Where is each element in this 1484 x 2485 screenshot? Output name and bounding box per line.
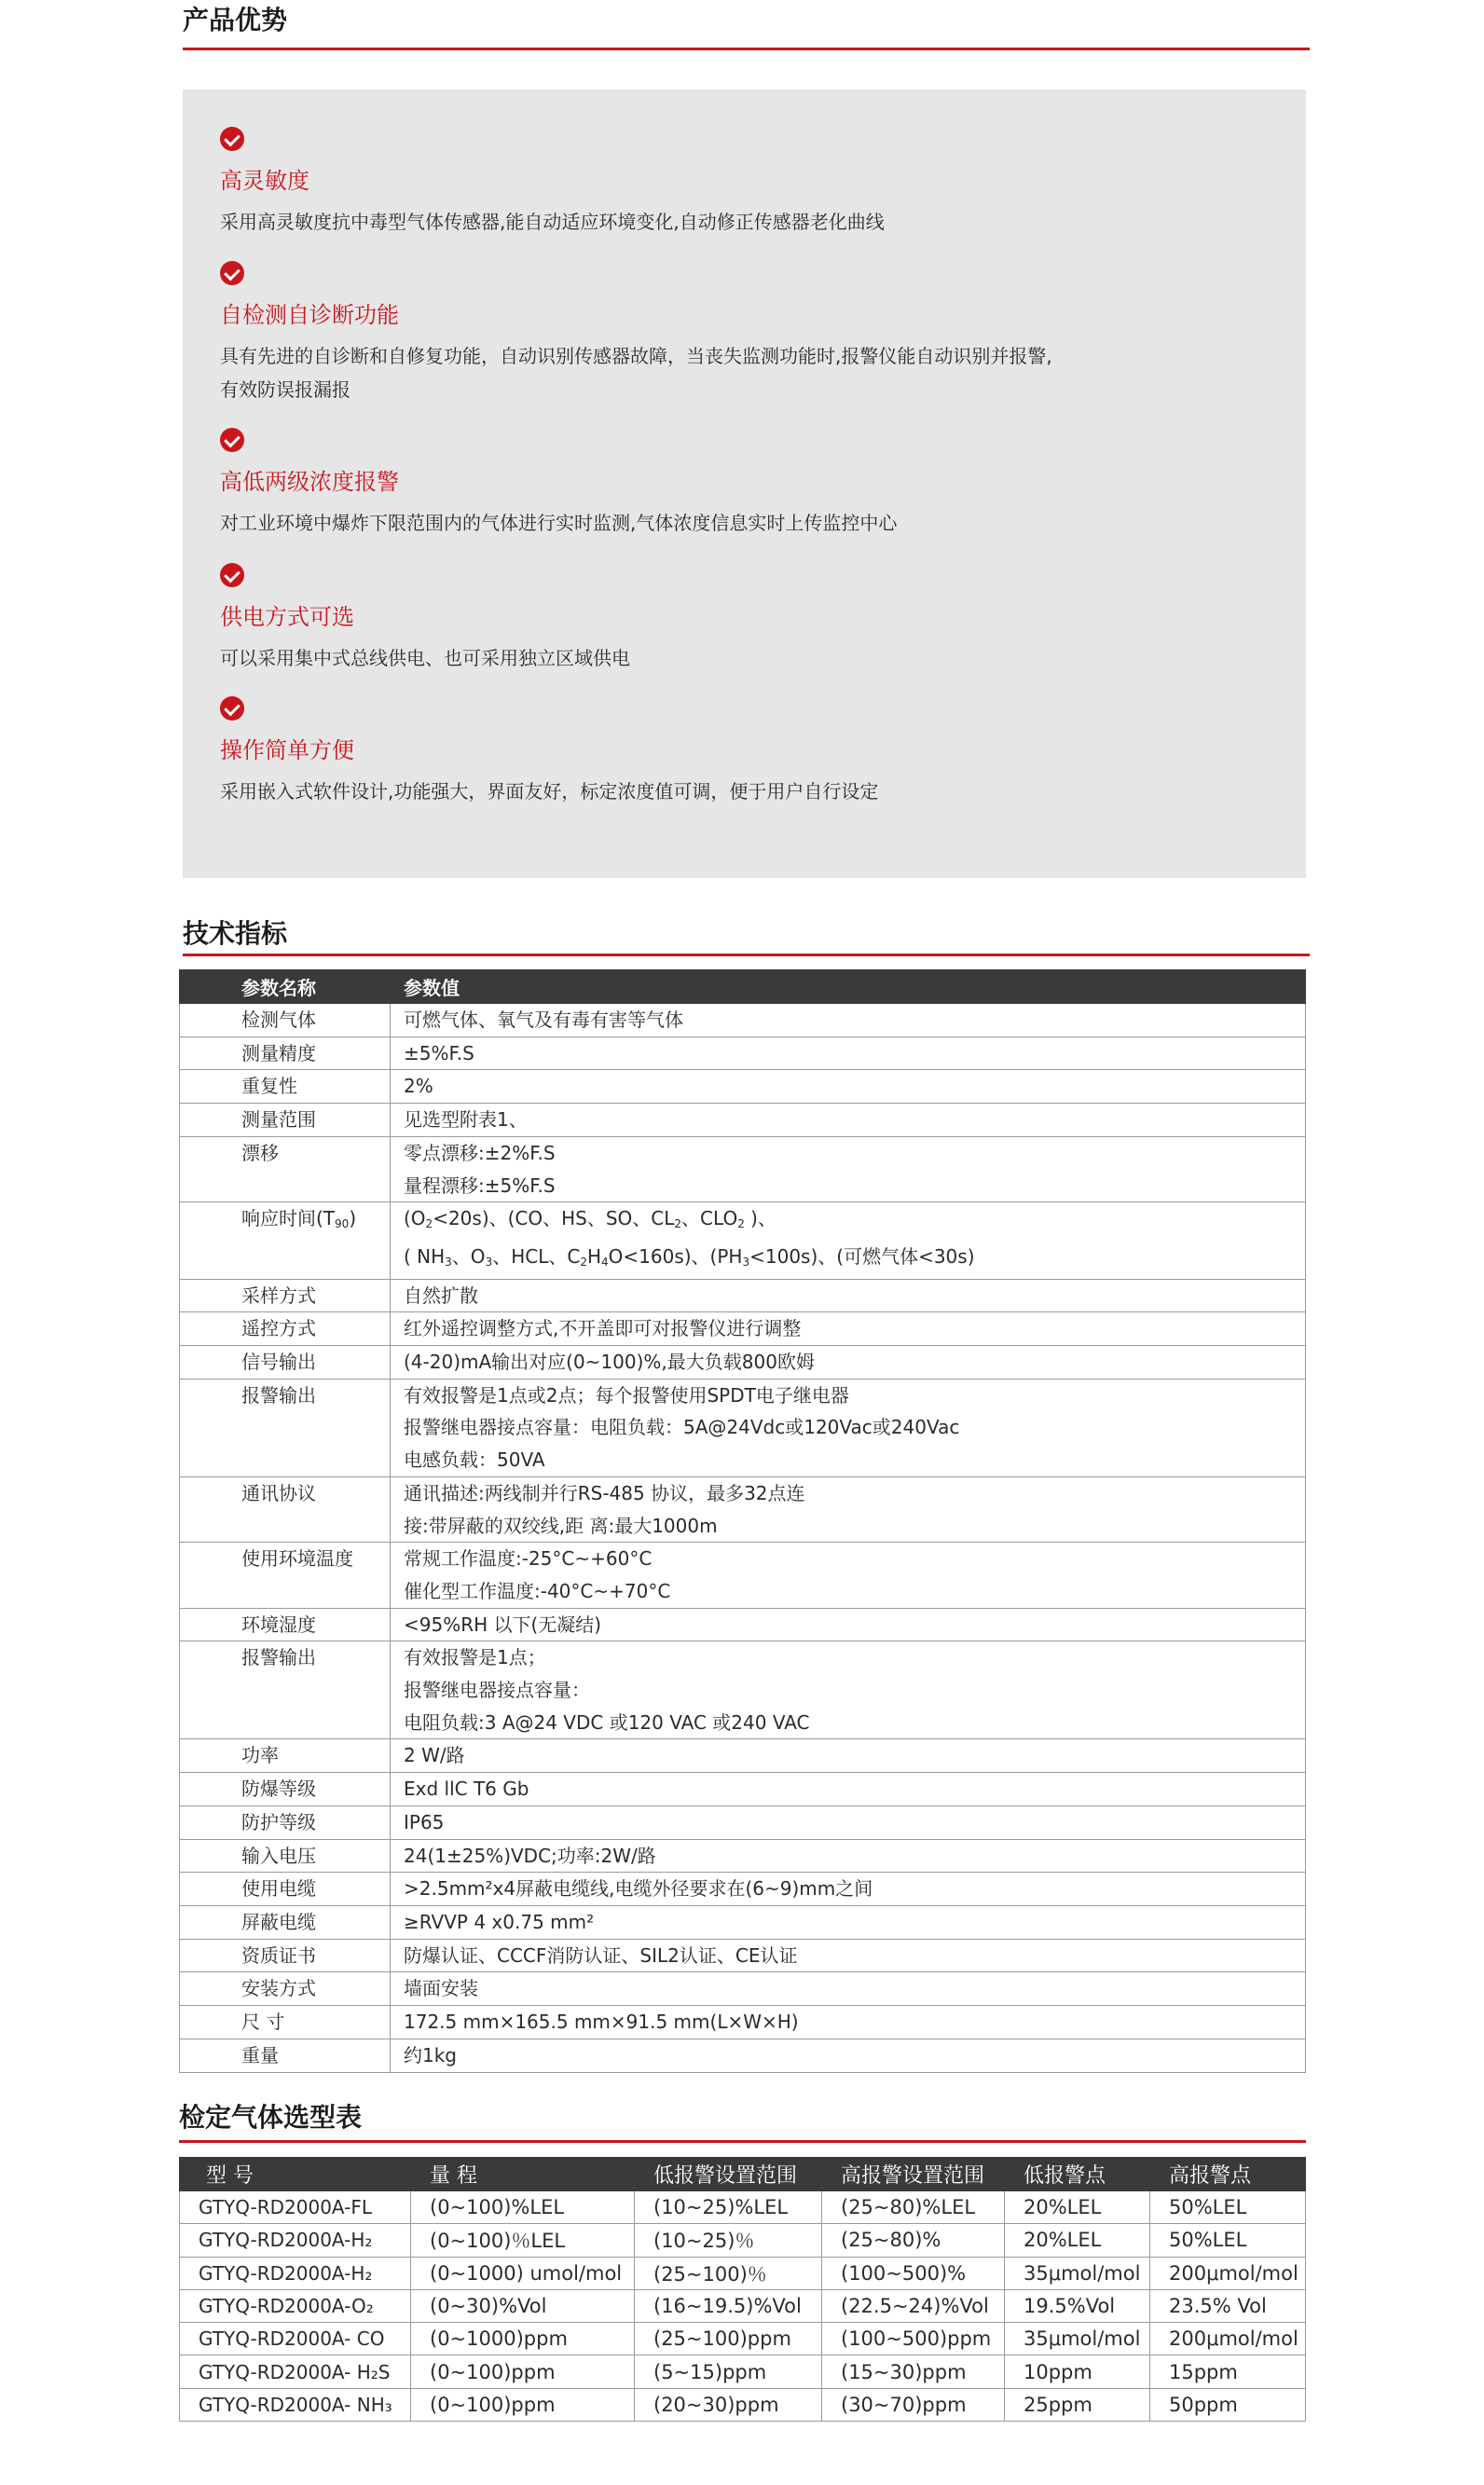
spec-row (180, 1312, 1306, 1346)
spec-row (180, 1739, 1306, 1773)
spec-name: 使用环境温度 (180, 1543, 391, 1608)
check-circle-icon (220, 428, 244, 452)
spec-row (180, 1070, 1306, 1104)
gas-cell: 10ppm (1005, 2355, 1150, 2388)
spec-value-line: ( $NH_3$、$O_3$、HCL、$C_2H_4O<160s$)、$(PH_3<100s)$、(可燃气体<30s) (404, 1244, 975, 1269)
spec-value (391, 1136, 1306, 1201)
specs-table (179, 969, 1306, 2073)
gas-header-row (180, 2158, 1306, 2191)
spec-value-line: ±5%F.S (404, 1041, 474, 1064)
spec-value (391, 1805, 1306, 1839)
spec-value (391, 1972, 1306, 2006)
spec-row (180, 1004, 1306, 1037)
gas-row (180, 2191, 1306, 2224)
spec-value-line: 催化型工作温度:-40°C~+70°C (404, 1579, 671, 1602)
advantage-title: 操作简单方便 (220, 737, 354, 763)
spec-row (180, 1037, 1306, 1070)
gas-cell: (0~100)％LEL (411, 2224, 635, 2257)
spec-value (391, 1279, 1306, 1312)
gas-cell: GTYQ-RD2000A- H₂S (180, 2355, 411, 2388)
spec-value-line: 常规工作温度:-25°C~+60°C (404, 1547, 653, 1571)
gas-row (180, 2388, 1306, 2421)
spec-row (180, 1972, 1306, 2006)
gas-cell: (25~100)％ (635, 2257, 822, 2289)
gas-cell: (20~30)ppm (635, 2388, 822, 2421)
check-circle-icon (220, 261, 244, 285)
specs-divider (183, 954, 1310, 956)
spec-value-line: 有效报警是1点； (404, 1646, 546, 1669)
spec-row (180, 1805, 1306, 1839)
spec-value (391, 1739, 1306, 1773)
spec-value-line: (4-20)mA输出对应(0~100)%,最大负载800欧姆 (404, 1351, 815, 1374)
spec-name: 尺 寸 (180, 2006, 391, 2039)
spec-name: 信号输出 (180, 1346, 391, 1380)
gas-cell: (5~15)ppm (635, 2355, 822, 2388)
spec-value-line: 电阻负载:3 A@24 VDC 或120 VAC 或240 VAC (404, 1710, 810, 1734)
spec-value (391, 1839, 1306, 1873)
gas-header-cell: 低报警设置范围 (635, 2158, 822, 2191)
spec-value (391, 1608, 1306, 1641)
gas-cell: 23.5% Vol (1150, 2289, 1306, 2322)
spec-value-line: ≥RVVP 4 x0.75 mm² (404, 1910, 595, 1933)
advantage-title: 高低两级浓度报警 (220, 469, 399, 495)
spec-value-line: Exd llC T6 Gb (404, 1778, 529, 1801)
spec-row (180, 1279, 1306, 1312)
spec-value-line: 报警继电器接点容量： (404, 1679, 590, 1702)
gas-header-cell: 量 程 (411, 2158, 635, 2191)
spec-name: 功率 (180, 1739, 391, 1773)
spec-name: 环境湿度 (180, 1608, 391, 1641)
advantage-item (220, 261, 1052, 401)
gas-cell: GTYQ-RD2000A- CO (180, 2323, 411, 2355)
spec-value (391, 1873, 1306, 1906)
advantages-divider (183, 48, 1310, 50)
spec-value-line: 电感负载：50VA (404, 1448, 545, 1472)
spec-name: 安装方式 (180, 1972, 391, 2006)
gas-cell: GTYQ-RD2000A- NH₃ (180, 2388, 411, 2421)
spec-value (391, 1379, 1306, 1476)
gas-cell: (25~80)%LEL (822, 2191, 1005, 2224)
spec-row (180, 1839, 1306, 1873)
advantage-item (220, 428, 898, 534)
gas-cell: GTYQ-RD2000A-H₂ (180, 2257, 411, 2289)
spec-row (180, 1641, 1306, 1739)
spec-value (391, 1939, 1306, 1972)
specs-title: 技术指标 (183, 918, 288, 949)
advantage-item (220, 696, 879, 803)
spec-row (180, 1104, 1306, 1137)
gas-cell: (25~80)% (822, 2224, 1005, 2257)
spec-value-line: 量程漂移:±5%F.S (404, 1174, 556, 1197)
gas-cell: (25~100)ppm (635, 2323, 822, 2355)
spec-name: 漂移 (180, 1136, 391, 1201)
advantage-description-line: 对工业环境中爆炸下限范围内的气体进行实时监测,气体浓度信息实时上传监控中心 (220, 512, 898, 534)
specs-header-value: 参数值 (391, 970, 1306, 1004)
gas-cell: 50%LEL (1150, 2191, 1306, 2224)
spec-name: 通讯协议 (180, 1476, 391, 1542)
advantage-description-line: 可以采用集中式总线供电、也可采用独立区域供电 (220, 647, 630, 669)
spec-value-line: 172.5 mm×165.5 mm×91.5 mm(L×W×H) (404, 2011, 799, 2034)
spec-name: 屏蔽电缆 (180, 1905, 391, 1939)
gas-cell: (0~100)ppm (411, 2355, 635, 2388)
gas-cell: (0~1000) umol/mol (411, 2257, 635, 2289)
advantages-panel (183, 89, 1306, 878)
spec-value (391, 2006, 1306, 2039)
gas-cell: 35μmol/mol (1005, 2257, 1150, 2289)
spec-row (180, 1476, 1306, 1542)
spec-name: 资质证书 (180, 1939, 391, 1972)
gas-row (180, 2289, 1306, 2322)
gas-row (180, 2323, 1306, 2355)
gas-cell: 50ppm (1150, 2388, 1306, 2421)
gas-table-title: 检定气体选型表 (179, 2102, 363, 2133)
spec-row (180, 1202, 1306, 1279)
spec-value-line: 见选型附表1、 (404, 1108, 528, 1132)
advantage-description (220, 641, 630, 675)
spec-name: 防爆等级 (180, 1773, 391, 1806)
spec-value (391, 1037, 1306, 1070)
spec-name: 测量精度 (180, 1037, 391, 1070)
spec-value-line: 2% (404, 1075, 433, 1098)
gas-cell: (10~25)％ (635, 2224, 822, 2257)
spec-name: 报警输出 (180, 1641, 391, 1739)
spec-row (180, 1608, 1306, 1641)
spec-value-line: 接:带屏蔽的双绞线,距 离:最大1000m (404, 1514, 718, 1537)
spec-row (180, 1905, 1306, 1939)
spec-value-line: $(O_2<20s)$、(CO、HS、SO、$CL_2$、$CLO_2$ )、 (404, 1207, 776, 1231)
spec-name: 输入电压 (180, 1839, 391, 1873)
spec-value-line: 通讯描述:两线制并行RS-485 协议，最多32点连 (404, 1481, 805, 1504)
spec-value-line: 2 W/路 (404, 1744, 465, 1767)
gas-cell: (0~100)%LEL (411, 2191, 635, 2224)
spec-value (391, 1312, 1306, 1346)
spec-name: 报警输出 (180, 1379, 391, 1476)
advantage-description (220, 205, 885, 239)
spec-row (180, 1379, 1306, 1476)
spec-row (180, 1773, 1306, 1806)
spec-value-line: <95%RH 以下(无凝结) (404, 1613, 602, 1636)
gas-cell: (22.5~24)%Vol (822, 2289, 1005, 2322)
spec-value-line: 可燃气体、氧气及有毒有害等气体 (404, 1009, 683, 1031)
spec-value (391, 1905, 1306, 1939)
gas-cell: (0~30)%Vol (411, 2289, 635, 2322)
gas-selection-table (179, 2157, 1306, 2422)
advantage-description-line: 采用高灵敏度抗中毒型气体传感器,能自动适应环境变化,自动修正传感器老化曲线 (220, 211, 885, 233)
spec-value-line: IP65 (404, 1810, 445, 1833)
spec-row (180, 1543, 1306, 1608)
advantage-title: 供电方式可选 (220, 604, 354, 630)
gas-cell: (15~30)ppm (822, 2355, 1005, 2388)
spec-value-line: 自然扩散 (404, 1284, 478, 1307)
advantage-description (220, 775, 878, 808)
specs-header-name: 参数名称 (180, 970, 391, 1004)
gas-header-cell: 低报警点 (1005, 2158, 1150, 2191)
spec-name: 测量范围 (180, 1104, 391, 1137)
spec-row (180, 1136, 1306, 1201)
check-circle-icon (220, 563, 244, 587)
spec-value-line: 有效报警是1点或2点；每个报警使用SPDT电子继电器 (404, 1383, 849, 1407)
spec-value (391, 1773, 1306, 1806)
advantage-description (220, 339, 1052, 406)
spec-name: 检测气体 (180, 1004, 391, 1037)
gas-header-cell: 高报警点 (1150, 2158, 1306, 2191)
spec-name: 重复性 (180, 1070, 391, 1104)
advantage-description-line: 采用嵌入式软件设计,功能强大，界面友好，标定浓度值可调，便于用户自行设定 (220, 780, 879, 803)
spec-row (180, 2006, 1306, 2039)
check-circle-icon (220, 127, 244, 151)
gas-cell: 20%LEL (1005, 2224, 1150, 2257)
gas-cell: (0~100)ppm (411, 2388, 635, 2421)
gas-header-cell: 高报警设置范围 (822, 2158, 1005, 2191)
advantage-item (220, 563, 630, 669)
gas-cell: GTYQ-RD2000A-FL (180, 2191, 411, 2224)
advantage-description-line: 具有先进的自诊断和自修复功能，自动识别传感器故障，当丧失监测功能时,报警仪能自动识别并报警, (220, 345, 1052, 367)
spec-row (180, 1939, 1306, 1972)
gas-cell: 20%LEL (1005, 2191, 1150, 2224)
spec-name: 使用电缆 (180, 1873, 391, 1906)
spec-name: 防护等级 (180, 1805, 391, 1839)
gas-cell: 35μmol/mol (1005, 2323, 1150, 2355)
spec-value-line: 红外遥控调整方式,不开盖即可对报警仪进行调整 (404, 1317, 802, 1340)
check-circle-icon (220, 696, 244, 721)
gas-row (180, 2355, 1306, 2388)
spec-value-line: 24(1±25%)VDC;功率:2W/路 (404, 1844, 656, 1867)
spec-value-line: >2.5mm²x4屏蔽电缆线,电缆外径要求在(6~9)mm之间 (404, 1877, 873, 1901)
gas-cell: GTYQ-RD2000A-O₂ (180, 2289, 411, 2322)
advantage-description-line: 有效防误报漏报 (220, 378, 350, 401)
gas-cell: (100~500)ppm (822, 2323, 1005, 2355)
gas-cell: (16~19.5)%Vol (635, 2289, 822, 2322)
gas-cell: (100~500)% (822, 2257, 1005, 2289)
gas-cell: 200μmol/mol (1150, 2323, 1306, 2355)
advantage-item (220, 127, 885, 233)
spec-value (391, 1202, 1306, 1279)
gas-cell: 50%LEL (1150, 2224, 1306, 2257)
spec-value-line: 防爆认证、CCCF消防认证、SIL2认证、CE认证 (404, 1943, 798, 1967)
spec-value-line: 墙面安装 (404, 1977, 478, 2000)
spec-value (391, 1004, 1306, 1037)
gas-cell: GTYQ-RD2000A-H₂ (180, 2224, 411, 2257)
advantage-title: 自检测自诊断功能 (220, 302, 399, 328)
spec-value-line: 约1kg (404, 2043, 458, 2066)
spec-value (391, 1543, 1306, 1608)
spec-value (391, 1476, 1306, 1542)
spec-name: 遥控方式 (180, 1312, 391, 1346)
spec-value (391, 1104, 1306, 1137)
spec-row (180, 2039, 1306, 2072)
gas-cell: 200μmol/mol (1150, 2257, 1306, 2289)
spec-name: 采样方式 (180, 1279, 391, 1312)
spec-value-line: 零点漂移:±2%F.S (404, 1141, 556, 1164)
spec-row (180, 1346, 1306, 1380)
gas-row (180, 2257, 1306, 2289)
gas-cell: (10~25)%LEL (635, 2191, 822, 2224)
spec-value (391, 1070, 1306, 1104)
spec-name: 响应时间$(T_{90})$ (180, 1202, 391, 1279)
advantages-title: 产品优势 (183, 5, 288, 35)
spec-value (391, 2039, 1306, 2072)
spec-value (391, 1641, 1306, 1739)
advantage-title: 高灵敏度 (220, 168, 309, 194)
gas-row (180, 2224, 1306, 2257)
spec-value-line: 报警继电器接点容量：电阻负载：5A@24Vdc或120Vac或240Vac (404, 1416, 960, 1439)
gas-cell: (30~70)ppm (822, 2388, 1005, 2421)
spec-row (180, 1873, 1306, 1906)
gas-cell: 15ppm (1150, 2355, 1306, 2388)
gas-header-cell: 型 号 (180, 2158, 411, 2191)
spec-value (391, 1346, 1306, 1380)
spec-name: 重量 (180, 2039, 391, 2072)
advantage-description (220, 506, 897, 540)
gas-cell: (0~1000)ppm (411, 2323, 635, 2355)
gas-cell: 25ppm (1005, 2388, 1150, 2421)
specs-header-row (180, 970, 1306, 1004)
gas-table-divider (179, 2140, 1306, 2143)
gas-cell: 19.5%Vol (1005, 2289, 1150, 2322)
